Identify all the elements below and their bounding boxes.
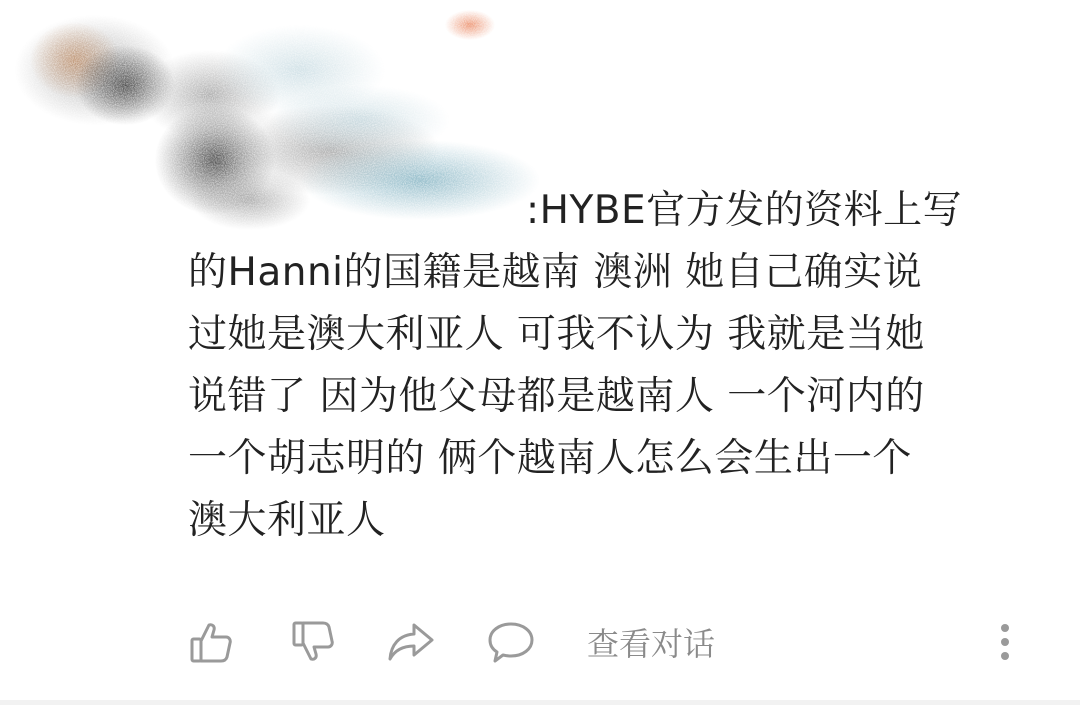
comment-line: 说错了 因为他父母都是越南人 一个河内的 (188, 374, 925, 419)
reply-button[interactable] (485, 612, 537, 672)
comment-line: 一个胡志明的 俩个越南人怎么会生出一个 (188, 436, 912, 481)
more-vertical-icon (998, 622, 1012, 662)
more-options-button[interactable] (991, 612, 1019, 672)
comment-text (188, 180, 1048, 552)
dislike-button[interactable] (287, 612, 339, 672)
share-button[interactable] (383, 612, 439, 672)
comment-line: :HYBE官方发的资料上写 (526, 188, 963, 233)
comment-bubble-icon (487, 619, 535, 665)
share-icon (386, 620, 436, 664)
like-button[interactable] (185, 612, 237, 672)
comment-line: 澳大利亚人 (188, 498, 386, 543)
divider (0, 700, 1080, 705)
comment-line: 的Hanni的国籍是越南 澳洲 她自己确实说 (188, 250, 923, 295)
comment-line: 过她是澳大利亚人 可我不认为 我就是当她 (188, 312, 925, 357)
comment-actions (185, 612, 1025, 672)
view-conversation-button[interactable]: 查看对话 (587, 625, 716, 663)
thumbs-down-icon (290, 619, 336, 665)
thumbs-up-icon (188, 619, 234, 665)
